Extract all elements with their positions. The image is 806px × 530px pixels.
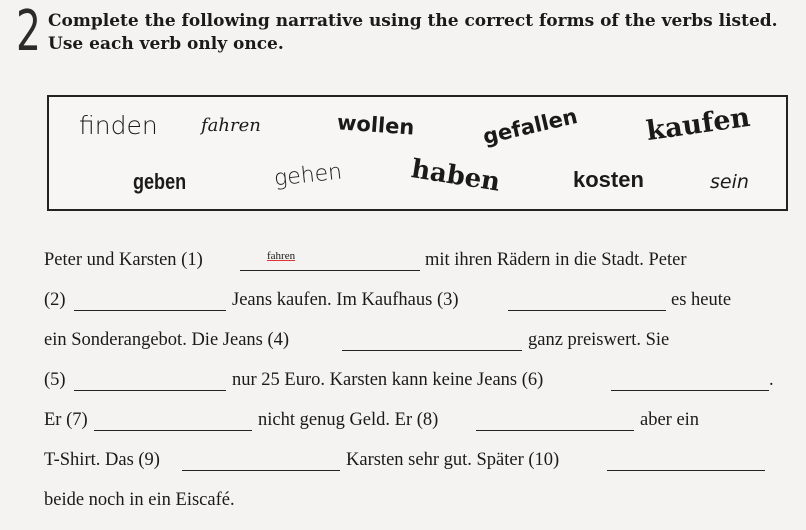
verb-wollen: wollen — [336, 110, 416, 140]
verb-finden: finden — [79, 111, 158, 140]
text-segment: Karsten sehr gut. Später (10) — [346, 450, 560, 470]
text-segment: . — [769, 370, 774, 390]
text-segment: Er (7) — [44, 410, 88, 430]
verb-fahren: fahren — [201, 115, 261, 136]
text-segment: aber ein — [640, 410, 700, 430]
text-segment: T-Shirt. Das (9) — [44, 450, 160, 470]
text-segment: ganz preiswert. Sie — [528, 330, 670, 350]
text-segment: Jeans kaufen. Im Kaufhaus (3) — [232, 290, 459, 310]
text-segment: mit ihren Rädern in die Stadt. Peter — [425, 250, 687, 270]
verb-kaufen: kaufen — [644, 101, 752, 148]
blank-7[interactable] — [94, 410, 252, 431]
exercise-number: 2 — [16, 0, 41, 64]
text-segment: es heute — [671, 290, 732, 310]
text-segment: (5) — [44, 370, 66, 390]
text-segment: nur 25 Euro. Karsten kann keine Jeans (6) — [232, 370, 544, 390]
blank-3[interactable] — [508, 290, 666, 311]
blank-5[interactable] — [74, 370, 226, 391]
text-segment: nicht genug Geld. Er (8) — [258, 410, 439, 430]
blank-8[interactable] — [476, 410, 634, 431]
text-segment: Peter und Karsten (1) — [44, 250, 203, 270]
text-segment: ein Sonderangebot. Die Jeans (4) — [44, 330, 290, 350]
text-segment: (2) — [44, 290, 66, 310]
blank-2[interactable] — [74, 290, 226, 311]
verb-kosten: kosten — [573, 167, 644, 192]
blank-9[interactable] — [182, 450, 340, 471]
text-segment: beide noch in ein Eiscafé. — [44, 490, 235, 510]
verb-gefallen: gefallen — [480, 103, 580, 149]
instructions: Complete the following narrative using the correct forms of the verbs listed. Use each verb only once. — [48, 11, 778, 54]
verb-gehen: gehen — [272, 159, 344, 192]
verb-haben: haben — [409, 154, 503, 198]
blank-6[interactable] — [611, 370, 769, 391]
answer-1: fahren — [267, 250, 296, 262]
blank-10[interactable] — [607, 450, 765, 471]
verb-sein: sein — [710, 171, 749, 193]
blank-4[interactable] — [342, 330, 522, 351]
blank-1[interactable] — [240, 250, 420, 271]
verb-box — [47, 95, 788, 211]
verb-geben: geben — [133, 169, 187, 194]
